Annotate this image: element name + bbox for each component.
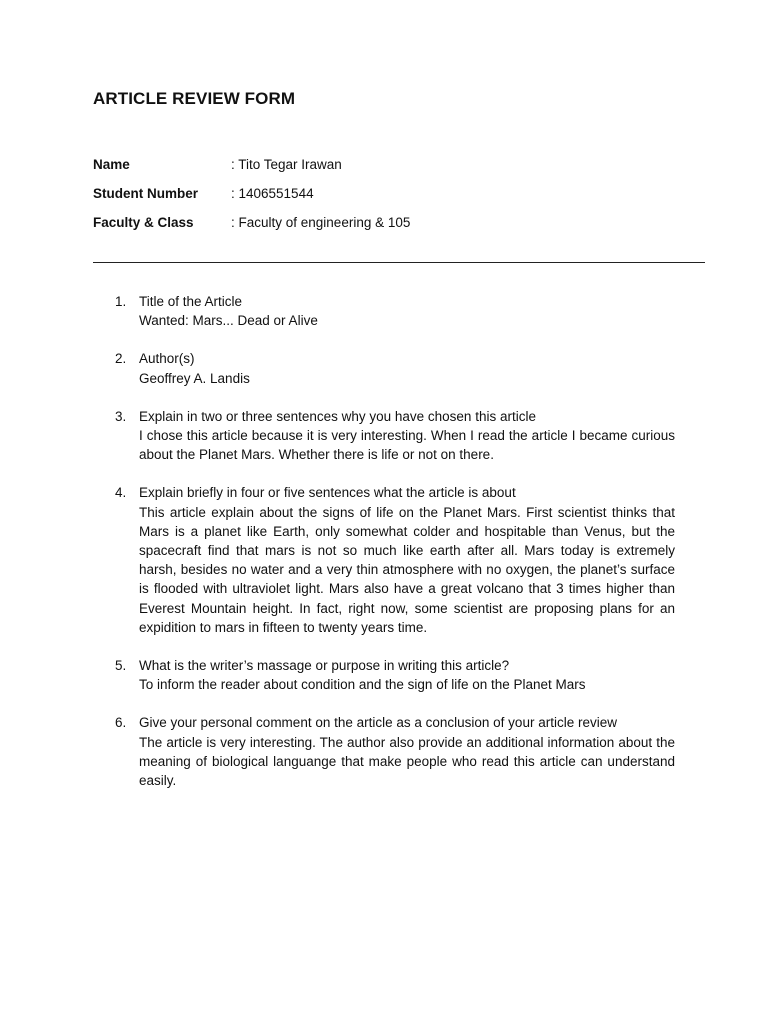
- question-text: What is the writer’s massage or purpose in writing this article?: [139, 658, 510, 674]
- faculty-class-value: : Faculty of engineering & 105: [231, 215, 411, 230]
- question-item-4: [93, 483, 675, 637]
- question-item-3: [93, 407, 675, 465]
- question-text: Title of the Article: [139, 294, 243, 309]
- question-number: 6.: [115, 715, 127, 731]
- info-row-student-number: [93, 179, 653, 208]
- question-item-6: [93, 713, 675, 790]
- name-label: Name: [93, 157, 130, 172]
- question-item-5: [93, 656, 675, 694]
- answer-text: I chose this article because it is very interesting. When I read the article I became curious about the Planet Mars. Whether there is life or not on there.: [139, 428, 675, 463]
- name-value: : Tito Tegar Irawan: [231, 157, 342, 172]
- answer-text: This article explain about the signs of life on the Planet Mars. First scientist thinks that Mars is a planet like Earth, only somewhat colder and hospitable than Venus, but the spacecraft find that mars is not so much like earth after all. Mars today is extremely harsh, besides no water and a very thin atmosphere with no oxygen, the planet’s surface is flooded with ultraviolet light. Mars also have a great volcano that 3 times higher than Everest Mountain height. In fact, right now, some scientist are proposing plans for an expidition to mars in fifteen to twenty years time.: [139, 504, 675, 635]
- student-number-value: : 1406551544: [231, 186, 314, 201]
- question-list: [93, 292, 675, 809]
- student-number-label: Student Number: [93, 186, 199, 201]
- question-number: 1.: [115, 294, 127, 309]
- answer-text: Geoffrey A. Landis: [139, 370, 250, 386]
- question-number: 4.: [115, 485, 127, 501]
- question-item-1: [93, 292, 675, 330]
- answer-text: Wanted: Mars... Dead or Alive: [139, 313, 318, 329]
- form-title: ARTICLE REVIEW FORM: [93, 89, 296, 108]
- info-row-name: [93, 150, 653, 179]
- question-number: 3.: [115, 408, 127, 424]
- answer-text: The article is very interesting. The author also provide an additional information about the meaning of biological languange that make people who read this article can understand easily.: [139, 734, 675, 789]
- student-info: [93, 150, 653, 237]
- question-text: Explain briefly in four or five sentences what the article is about: [139, 485, 516, 501]
- question-text: Author(s): [139, 351, 195, 367]
- question-item-2: [93, 349, 675, 387]
- question-number: 5.: [115, 658, 127, 674]
- question-number: 2.: [115, 351, 127, 367]
- question-text: Give your personal comment on the article as a conclusion of your article review: [139, 715, 617, 731]
- answer-text: To inform the reader about condition and the sign of life on the Planet Mars: [139, 677, 586, 693]
- question-text: Explain in two or three sentences why you have chosen this article: [139, 408, 536, 424]
- info-row-faculty-class: [93, 208, 653, 237]
- horizontal-divider: [93, 262, 705, 263]
- faculty-class-label: Faculty & Class: [93, 215, 194, 230]
